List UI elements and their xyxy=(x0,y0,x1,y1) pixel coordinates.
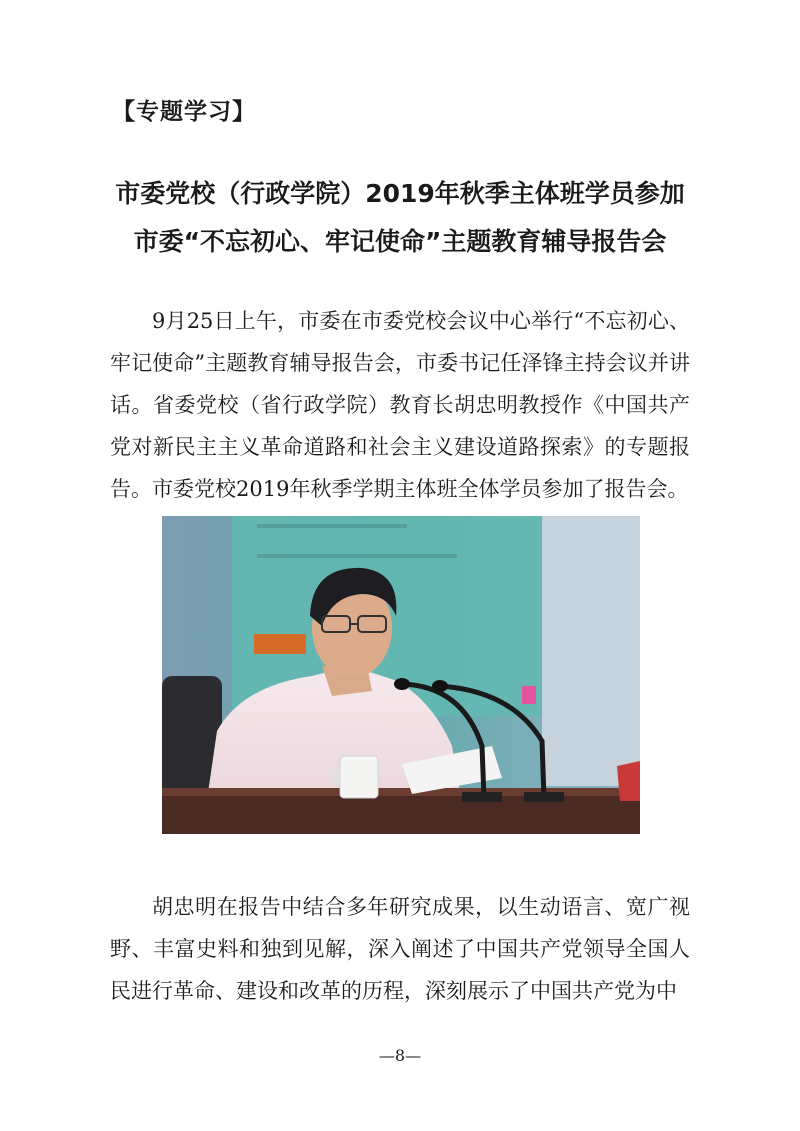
body-paragraph-2: 胡忠明在报告中结合多年研究成果，以生动语言、宽广视野、丰富史料和独到见解，深入阐述了中国共产党领导全国人民进行革命、建设和改革的历程，深刻展示了中国共产党为中 xyxy=(110,895,690,1003)
section-tag: 【专题学习】 xyxy=(112,99,256,125)
speaker-photo-illustration xyxy=(162,516,640,834)
body-paragraph-1: 9月25日上午，市委在市委党校会议中心举行“不忘初心、牢记使命”主题教育辅导报告会，市委书记任泽锋主持会议并讲话。省委党校（省行政学院）教育长胡忠明教授作《中国共产党对新民主主义革命道路和社会主义建设道路探索》的专题报告。市委党校2019年秋季学期主体班全体学员参加了报告会。 xyxy=(110,309,690,501)
page-number: —8— xyxy=(378,1046,422,1065)
speaker-photo xyxy=(162,516,640,834)
article-title xyxy=(0,170,800,266)
title-line-1: 市委党校（行政学院）2019年秋季主体班学员参加 xyxy=(115,179,685,208)
title-line-2: 市委“不忘初心、牢记使命”主题教育辅导报告会 xyxy=(133,227,667,256)
